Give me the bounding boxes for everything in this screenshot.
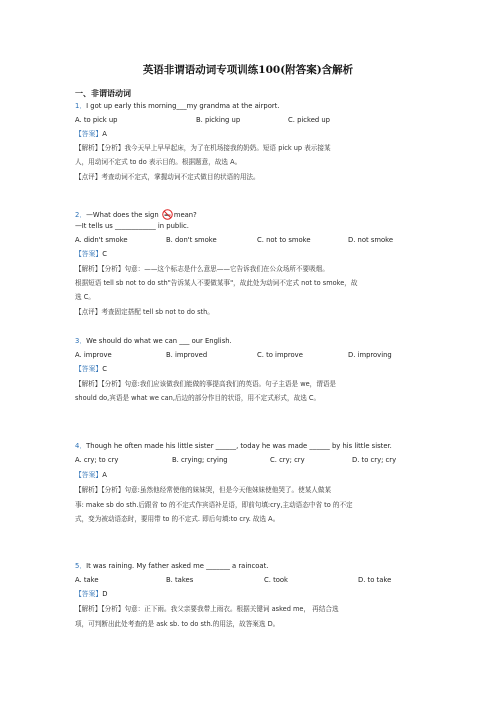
- option-a: A. take: [75, 576, 99, 584]
- analysis-line: 【解析】【分析】句意：——这个标志是什么意思——它告诉我们在公众场所不要吸烟。: [75, 265, 329, 273]
- option-c: C. cry; cry: [270, 456, 305, 464]
- option-a: A. didn't smoke: [75, 236, 128, 244]
- note-line: 【点评】考查固定搭配 tell sb not to do sth。: [75, 308, 214, 316]
- question-text: I got up early this morning___my grandma at the airport.: [86, 102, 280, 110]
- answer-value: A: [102, 130, 107, 138]
- page-title: 英语非谓语动词专项训练100(附答案)含解析: [142, 64, 354, 76]
- no-smoking-sign-icon: [162, 209, 173, 220]
- option-a: A. improve: [75, 351, 112, 359]
- analysis-line: 根据短语 tell sb not to do sth"告诉某人不要做某事"，故此处为动词不定式 not to smoke，故: [75, 279, 358, 287]
- question-number: 4．: [75, 442, 87, 450]
- analysis-line: 【解析】【分析】句意:虽然他经常使他的妹妹哭，但是今天他妹妹使他哭了。使某人做某: [75, 486, 332, 494]
- answer-tag: 【答案】: [75, 590, 103, 598]
- option-b: B. takes: [166, 576, 194, 584]
- option-b: B. picking up: [196, 116, 241, 124]
- question-1-stem: [75, 103, 280, 110]
- question-2-stem: [75, 209, 197, 220]
- section-heading: 一、非谓语动词: [75, 89, 131, 98]
- question-number: 2．: [75, 211, 87, 219]
- answer-tag: 【答案】: [75, 130, 103, 138]
- answer-line: [75, 366, 107, 373]
- analysis-line: should do,宾语是 what we can,后边的部分作目的状语，用不定式形式，故选 C。: [75, 394, 321, 402]
- question-number: 3．: [75, 337, 87, 345]
- option-b: B. crying; crying: [172, 456, 228, 464]
- question-text: —What does the sign: [86, 211, 159, 219]
- question-4-stem: [75, 443, 392, 450]
- analysis-line: 事: make sb do sth.后跟省 to 的不定式作宾语补足语，即前句填:cry,主动语态中省 to 的不定: [75, 501, 353, 509]
- analysis-line: 选 C。: [75, 293, 95, 301]
- option-d: D. improving: [348, 351, 392, 359]
- option-a: A. cry; to cry: [75, 456, 119, 464]
- option-c: C. took: [264, 576, 288, 584]
- question-2-reply: —It tells us ____________ in public.: [75, 222, 189, 230]
- question-number: 5．: [75, 562, 87, 570]
- answer-line: [75, 251, 107, 258]
- note-line: 【点评】考查动词不定式，掌握动词不定式做目的状语的用法。: [75, 173, 260, 181]
- question-5-stem: [75, 563, 268, 570]
- analysis-line: 项，可判断出此处考查的是 ask sb. to do sth.的用法，故答案选 D。: [75, 620, 280, 628]
- option-a: A. to pick up: [75, 116, 118, 124]
- answer-value: C: [102, 365, 107, 373]
- option-d: D. not smoke: [348, 236, 394, 244]
- question-text: We should do what we can ___ our English.: [86, 337, 232, 345]
- answer-line: [75, 472, 107, 479]
- answer-value: D: [102, 590, 108, 598]
- answer-tag: 【答案】: [75, 471, 103, 479]
- answer-tag: 【答案】: [75, 250, 103, 258]
- answer-value: C: [102, 250, 107, 258]
- option-d: D. to cry; cry: [352, 456, 397, 464]
- question-text: It was raining. My father asked me _______ a raincoat.: [86, 562, 269, 570]
- answer-tag: 【答案】: [75, 365, 103, 373]
- option-c: C. picked up: [288, 116, 330, 124]
- question-number: 1．: [75, 102, 87, 110]
- analysis-line: 【解析】【分析】句意：正下雨。我父亲要我带上雨衣。根据关键词 asked me， 再结合选: [75, 605, 339, 613]
- option-c: C. not to smoke: [257, 236, 311, 244]
- answer-line: [75, 131, 107, 138]
- option-d: D. to take: [358, 576, 392, 584]
- answer-value: A: [102, 471, 107, 479]
- answer-line: [75, 591, 107, 598]
- analysis-line: 式，变为被动语态时，要用带 to 的不定式. 即后句填:to cry. 故选 A。: [75, 515, 280, 523]
- option-b: B. improved: [166, 351, 208, 359]
- analysis-line: 【解析】【分析】我今天早上早早起床，为了在机场接我的奶奶。短语 pick up 表示接某: [75, 144, 331, 152]
- option-c: C. to improve: [257, 351, 303, 359]
- question-text: Though he often made his little sister ______, today he was made ______ by his little sister.: [86, 442, 392, 450]
- question-text: mean?: [173, 211, 197, 219]
- question-3-stem: [75, 338, 232, 345]
- analysis-line: 【解析】【分析】句意:我们应该做我们能做的事提高我们的英语。句子主语是 we，谓语是: [75, 380, 337, 388]
- analysis-line: 人，用动词不定式 to do 表示目的。根据题意，故选 A。: [75, 158, 242, 166]
- option-b: B. don't smoke: [166, 236, 217, 244]
